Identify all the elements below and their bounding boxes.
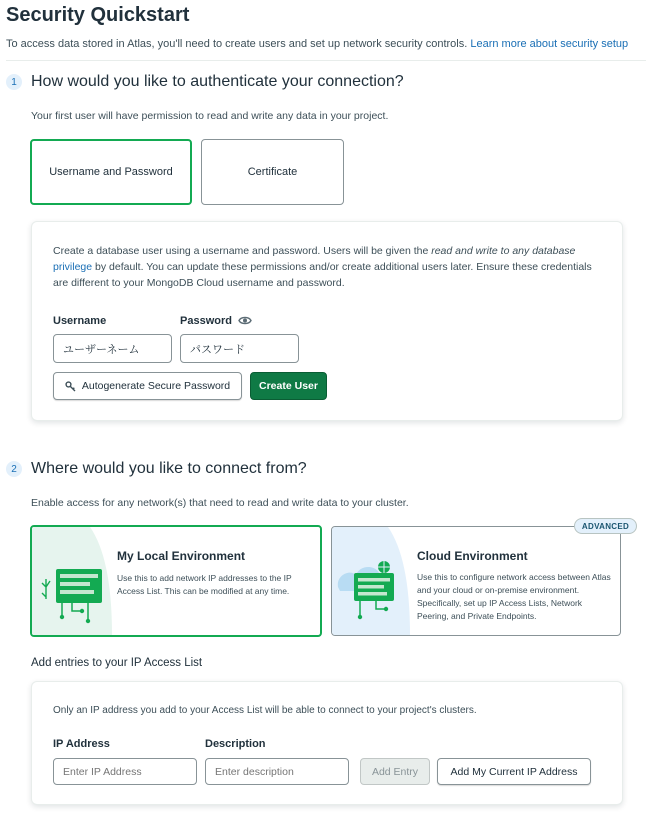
learn-more-link[interactable]: Learn more about security setup: [470, 38, 629, 50]
auth-option-label: Certificate: [247, 166, 298, 178]
step-1-badge: 1: [6, 74, 22, 90]
step-1-subtitle: Your first user will have permission to read and write any data in your project.: [31, 110, 389, 122]
cloud-environment-title: Cloud Environment: [417, 549, 528, 563]
auth-option-label: Username and Password: [49, 166, 173, 178]
autogenerate-label: Autogenerate Secure Password: [81, 380, 231, 392]
cloud-environment-desc: Use this to configure network access between Atlas and your cloud or on-premise environment. Specifically, set up IP Access Lists, Network Peering, and Private Endpoints.: [417, 572, 611, 621]
desc-emphasis: read and write to any database: [431, 245, 576, 257]
add-current-ip-button[interactable]: Add My Current IP Address: [437, 758, 591, 785]
local-environment-desc: Use this to add network IP addresses to the IP Access List. This can be modified at any time.: [117, 573, 292, 596]
privilege-link[interactable]: privilege: [53, 261, 93, 273]
desc-text: Create a database user using a username and password. Users will be given the: [53, 245, 429, 257]
cloud-environment-illustration: [332, 527, 412, 635]
desc-text: by default. You can update these permissions and/or create additional users later. Ensure these credentials: [95, 261, 592, 273]
advanced-badge: ADVANCED: [574, 518, 637, 534]
access-list-heading: Add entries to your IP Access List: [31, 657, 203, 669]
add-entry-button[interactable]: Add Entry: [360, 758, 430, 785]
step-2-subtitle: Enable access for any network(s) that need to read and write data to your cluster.: [31, 497, 409, 509]
page-title: Security Quickstart: [6, 4, 190, 26]
header-divider: [6, 60, 646, 61]
access-list-note: Only an IP address you add to your Access List will be able to connect to your project's clusters.: [53, 705, 477, 716]
password-input[interactable]: パスワード: [180, 334, 299, 363]
eye-icon[interactable]: [238, 314, 252, 327]
intro-sentence: To access data stored in Atlas, you'll need to create users and set up network security controls.: [6, 38, 468, 50]
description-label: Description: [205, 738, 266, 750]
ip-address-label: IP Address: [53, 738, 110, 750]
ip-access-list-card: [31, 681, 623, 805]
autogenerate-password-button[interactable]: [53, 372, 242, 400]
username-input[interactable]: ユーザーネーム: [53, 334, 172, 363]
password-label: Password: [180, 315, 232, 327]
credentials-description: [53, 243, 609, 291]
local-environment-card[interactable]: [30, 525, 322, 637]
local-environment-illustration: [32, 527, 112, 635]
create-user-button[interactable]: Create User: [250, 372, 327, 400]
cloud-environment-card[interactable]: [331, 526, 621, 636]
step-2-title: Where would you like to connect from?: [31, 460, 307, 477]
step-1-title: How would you like to authenticate your connection?: [31, 73, 404, 90]
username-label: Username: [53, 315, 107, 327]
description-input[interactable]: [205, 758, 349, 785]
key-icon: [65, 381, 76, 392]
auth-option-certificate[interactable]: [201, 139, 344, 205]
intro-text: [6, 38, 628, 50]
auth-option-username-password[interactable]: [30, 139, 192, 205]
user-credentials-card: [31, 221, 623, 421]
ip-address-input[interactable]: [53, 758, 197, 785]
local-environment-title: My Local Environment: [117, 549, 246, 563]
desc-text: are different to your MongoDB Cloud username and password.: [53, 277, 345, 289]
step-2-badge: 2: [6, 461, 22, 477]
